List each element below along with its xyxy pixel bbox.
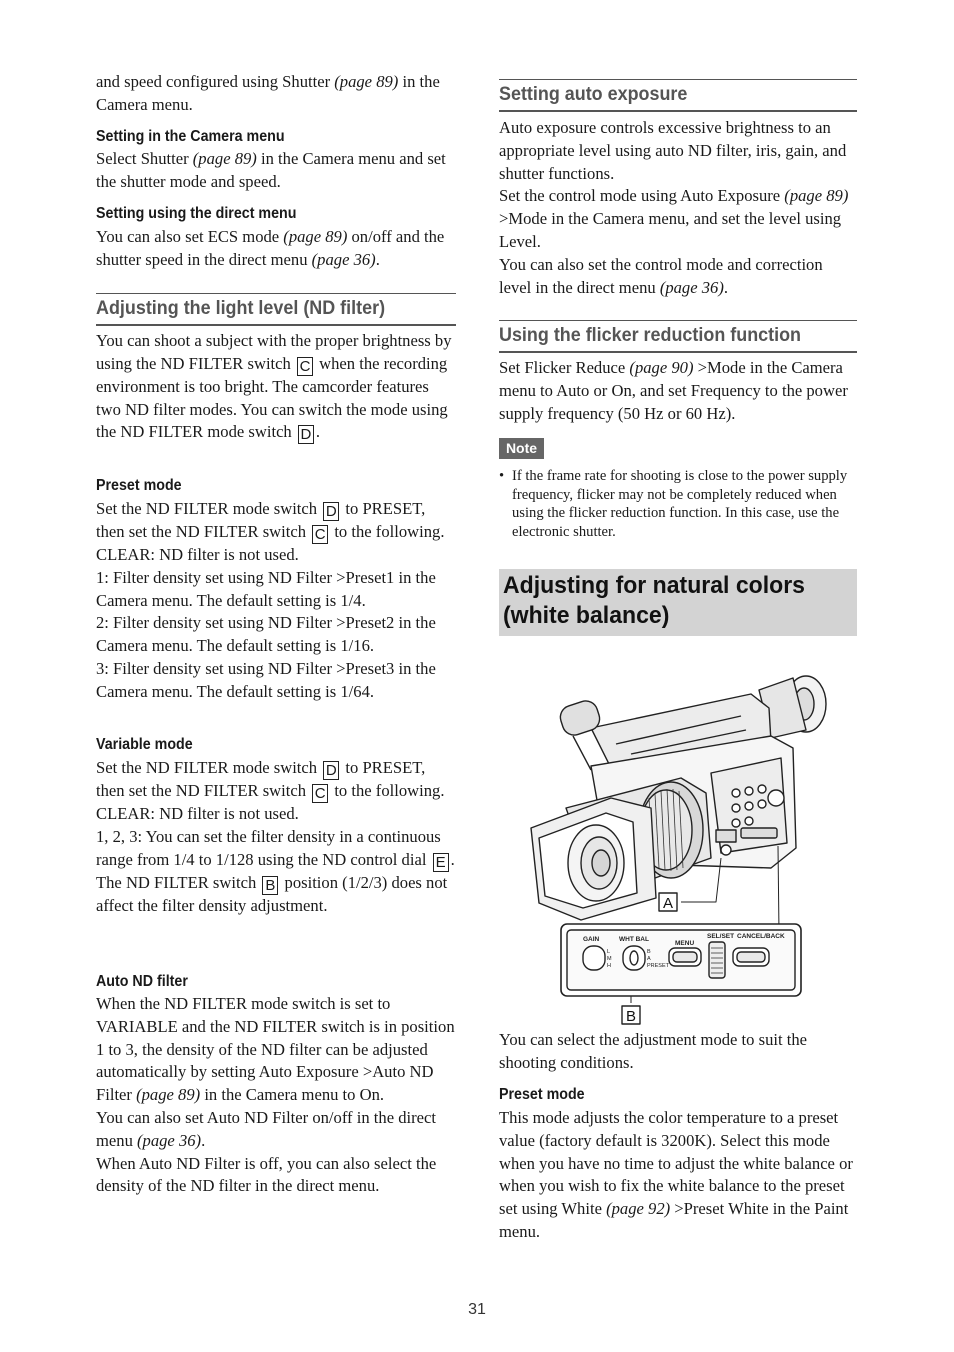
auto-exposure-title: Setting auto exposure xyxy=(499,83,688,105)
callout-d-box: D xyxy=(298,425,314,444)
gain-h-label: H xyxy=(607,963,611,969)
auto-exposure-paragraph: Auto exposure controls excessive brightness to an appropriate level using auto ND filter, iris, gain, and shutter functions. Set the control mode using Auto Exposure (page 89) >Mode in the Camera menu, and set the level using Level. You can also set the control mode and correction level in the direct menu (page 36). xyxy=(499,118,849,297)
wb-intro-paragraph: You can select the adjustment mode to suit the shooting conditions. xyxy=(499,1030,808,1072)
panel-menu-label: MENU xyxy=(675,940,695,947)
direct-menu-heading: Setting using the direct menu xyxy=(96,205,297,222)
nd-section-title: Adjusting the light level (ND filter) xyxy=(96,297,386,319)
gain-m-label: M xyxy=(607,956,612,962)
auto-nd-heading: Auto ND filter xyxy=(96,973,188,990)
flicker-paragraph: Set Flicker Reduce (page 90) >Mode in the Camera menu to Auto or On, and set Frequency to the power supply frequency (50 Hz or 60 Hz). xyxy=(499,358,848,423)
nd-section-header xyxy=(96,293,456,326)
callout-a-label: A xyxy=(663,895,674,912)
note-bullet: • xyxy=(499,468,505,484)
camera-menu-heading: Setting in the Camera menu xyxy=(96,128,285,145)
panel-gain-label: GAIN xyxy=(583,936,600,943)
flicker-section-header xyxy=(499,320,857,353)
nd-intro-paragraph: You can shoot a subject with the proper brightness by using the ND FILTER switch C when the recording environment is too bright. The camcorder features two ND filter modes. You can switch the mode using the ND FILTER mode switch D . xyxy=(96,331,452,444)
wb-a-label: A xyxy=(647,956,651,962)
callout-c-box: C xyxy=(312,784,328,803)
callout-c-box: C xyxy=(297,357,313,376)
callout-d-box: D xyxy=(323,761,339,780)
variable-mode-heading: Variable mode xyxy=(96,736,193,753)
wb-b-label: B xyxy=(647,949,651,955)
note-text: • If the frame rate for shooting is close to the power supply frequency, flicker may not be completely reduced when using the flicker reduction function. In this case, use the electronic shutter. xyxy=(499,468,848,540)
gain-l-label: L xyxy=(607,949,611,955)
callout-d-box: D xyxy=(323,502,339,521)
white-balance-chapter-header xyxy=(499,569,857,636)
panel-wht-bal-label: WHT BAL xyxy=(619,936,649,943)
auto-exposure-section-header xyxy=(499,79,857,112)
preset-mode-paragraph: Set the ND FILTER mode switch D to PRESET, then set the ND FILTER switch C to the following. CLEAR: ND filter is not used. 1: Filter density set using ND Filter >Preset1 in the Camera menu. The default setting is 1/4. 2: Filter density set using ND Filter >Preset2 in the Camera menu. The default setting is 1/16. 3: Filter density set using ND Filter >Preset3 in the Camera menu. The default setting is 1/64. xyxy=(96,499,445,701)
callout-b-label: B xyxy=(626,1008,637,1025)
camcorder-illustration xyxy=(521,658,831,1026)
wb-preset-mode-heading: Preset mode xyxy=(499,1086,585,1103)
direct-menu-paragraph: You can also set ECS mode (page 89) on/off and the shutter speed in the direct menu (page 36). xyxy=(96,227,445,269)
flicker-title: Using the flicker reduction function xyxy=(499,324,802,346)
note-badge: Note xyxy=(499,438,544,459)
callout-b-box: B xyxy=(262,876,278,895)
wb-preset-label: PRESET xyxy=(647,963,670,969)
intro-paragraph: and speed configured using Shutter (page 89) in the Camera menu. xyxy=(96,72,440,114)
panel-cancel-back-label: CANCEL/BACK xyxy=(737,933,785,940)
preset-mode-heading: Preset mode xyxy=(96,477,182,494)
page-number: 31 xyxy=(468,1301,486,1318)
variable-mode-paragraph: Set the ND FILTER mode switch D to PRESET, then set the ND FILTER switch C to the following. CLEAR: ND filter is not used. 1, 2, 3: You can set the filter density in a continuous range from 1/4 to 1/128 using the ND control dial E . The ND FILTER switch B position (1/2/3) does not affect the filter density adjustment. xyxy=(96,758,455,915)
auto-nd-paragraph: When the ND FILTER mode switch is set to VARIABLE and the ND FILTER switch is in position 1 to 3, the density of the ND filter can be adjusted automatically by setting Auto Exposure >Auto ND Filter (page 89) in the Camera menu to On. You can also set Auto ND Filter on/off in the direct menu (page 36). When Auto ND Filter is off, you can also select the density of the ND filter in the direct menu. xyxy=(96,994,455,1196)
callout-c-box: C xyxy=(312,525,328,544)
panel-sel-set-label: SEL/SET xyxy=(707,933,735,940)
camera-menu-paragraph: Select Shutter (page 89) in the Camera menu and set the shutter mode and speed. xyxy=(96,149,446,191)
wb-preset-mode-paragraph: This mode adjusts the color temperature to a preset value (factory default is 3200K). Select this mode when you have no time to adjust the white balance or when you wish to fix the white balance to the preset set using White (page 92) >Preset White in the Paint menu. xyxy=(499,1108,853,1241)
chapter-title: Adjusting for natural colors (white balance) xyxy=(503,572,805,629)
callout-e-box: E xyxy=(433,853,449,872)
